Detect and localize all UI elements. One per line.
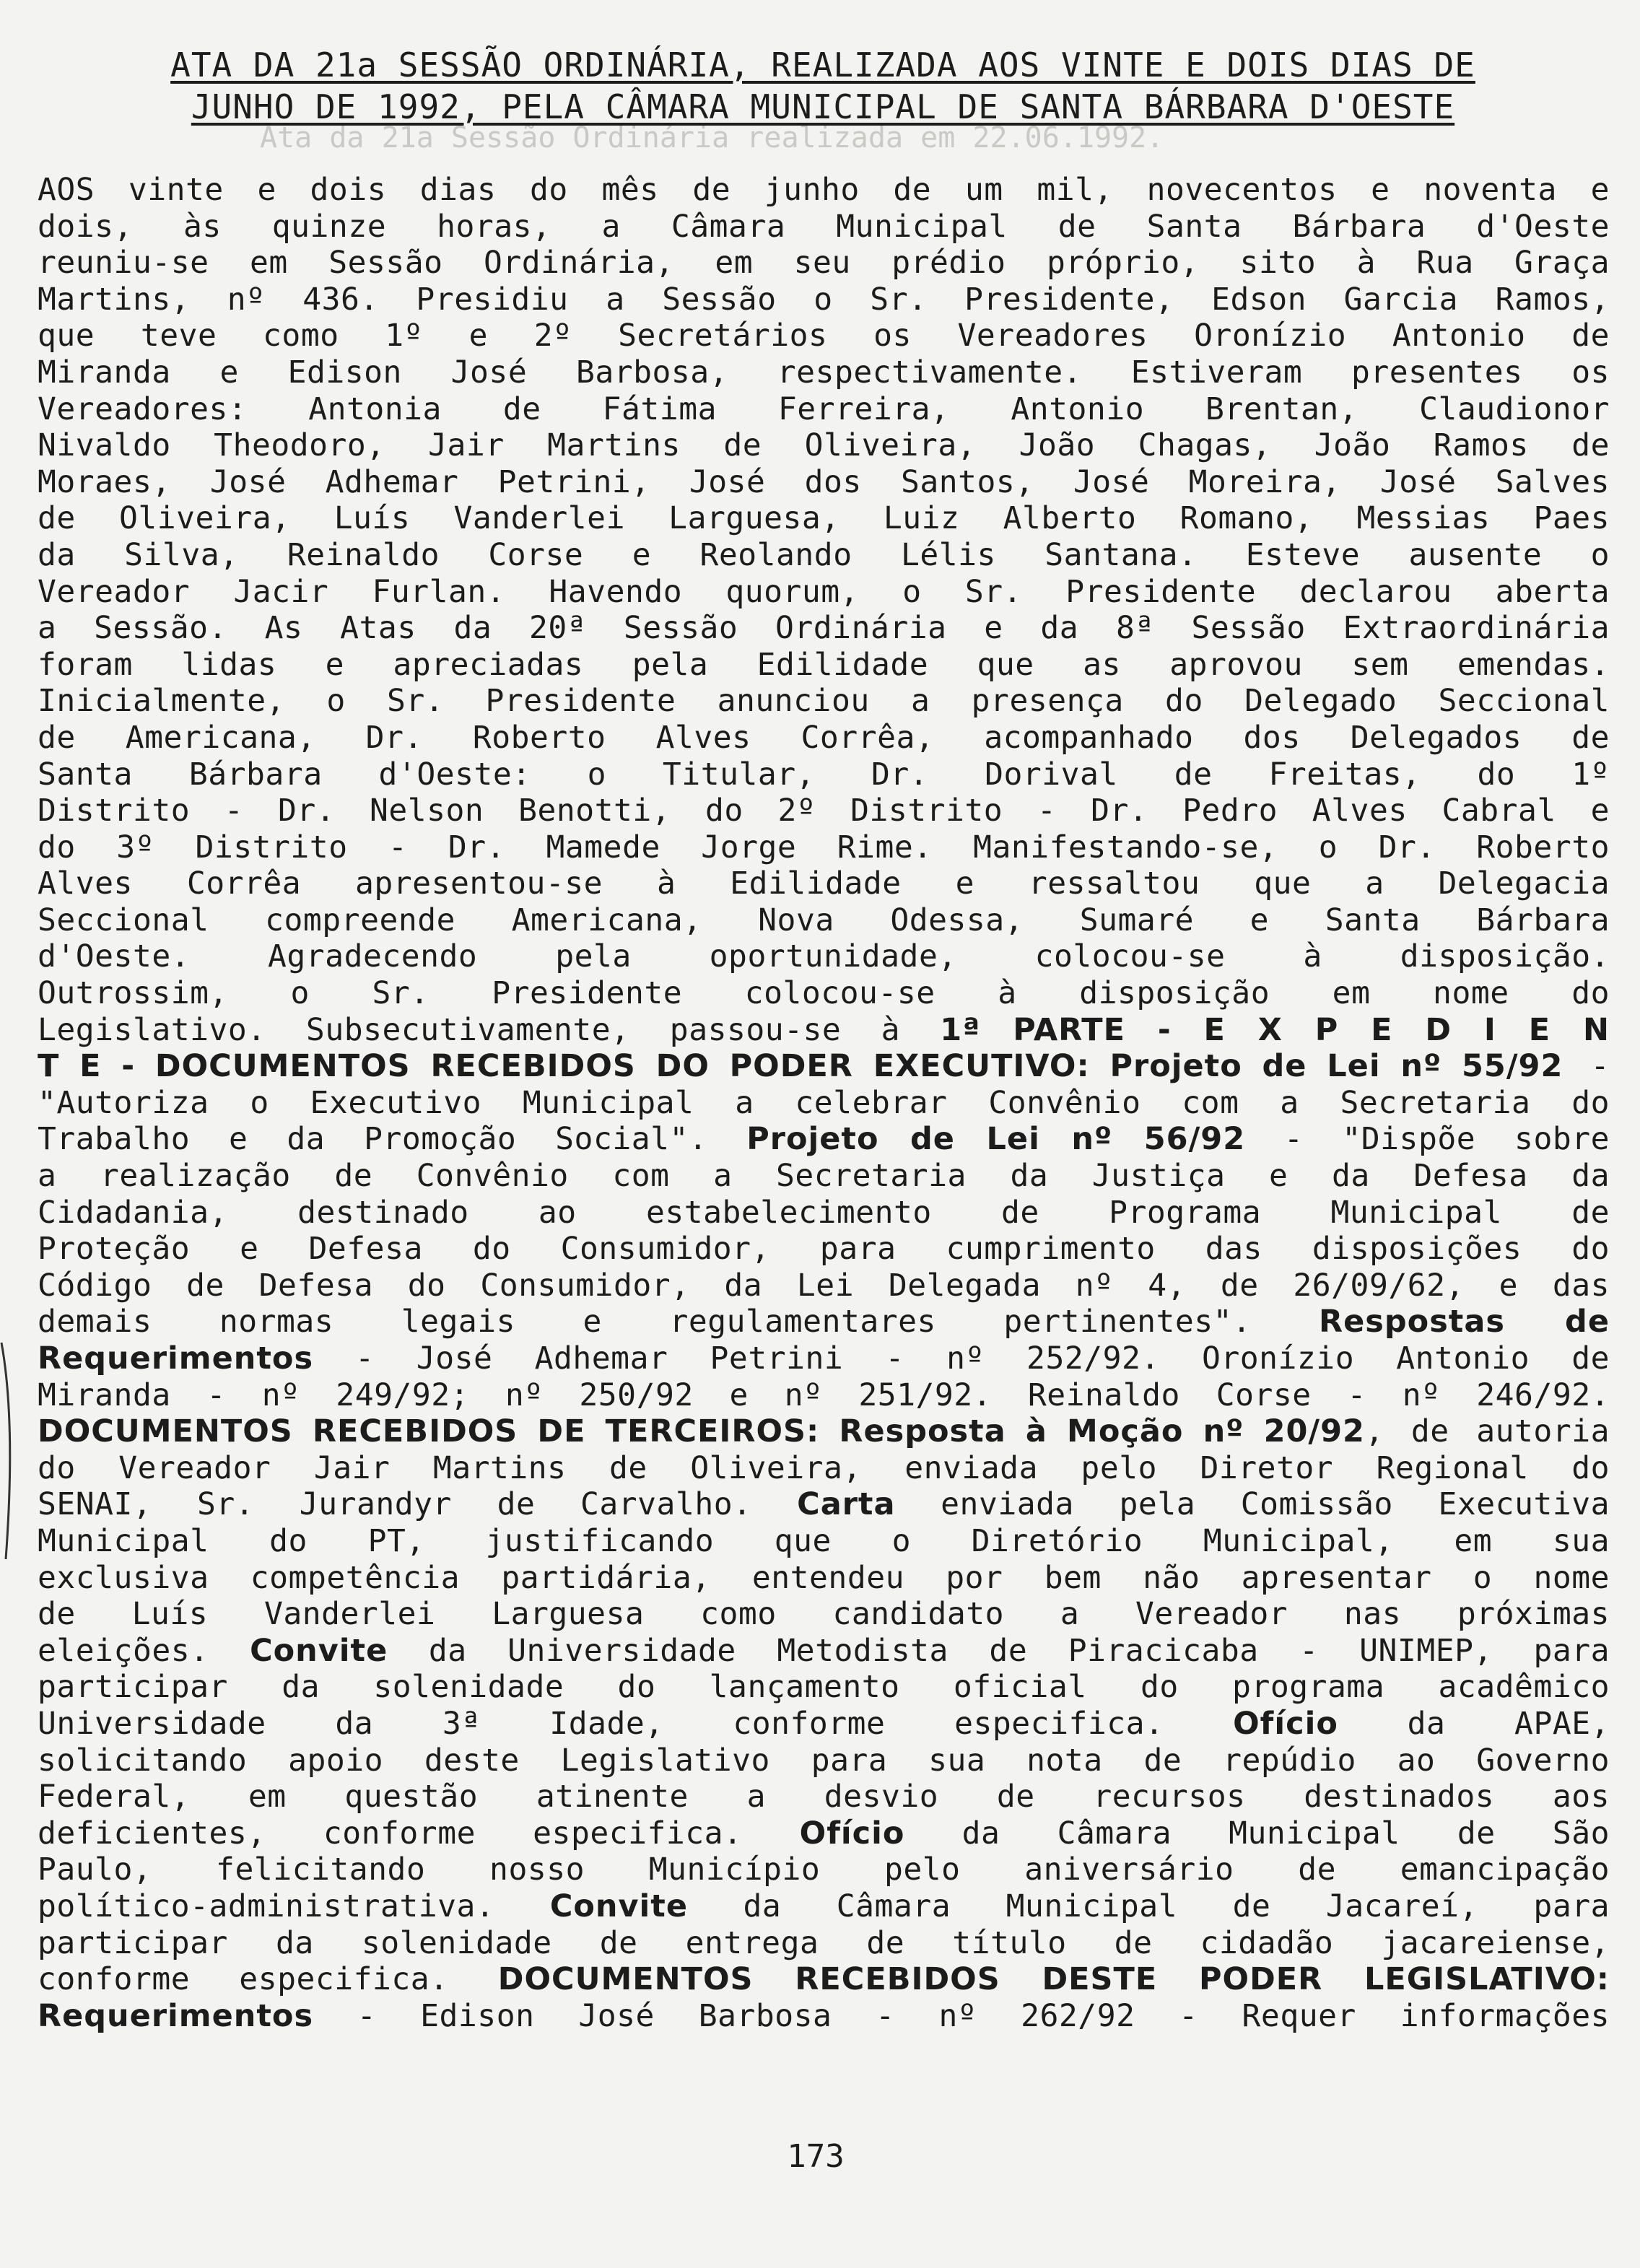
text-line: Martins, nº 436. Presidiu a Sessão o Sr. Presidente, Edson Garcia Ramos, [38, 281, 1610, 318]
bold-term: Respostas de [1319, 1304, 1610, 1340]
bleed-through-text: Ata da 21a Sessão Ordinária realizada em 22.06.1992. [260, 121, 1164, 154]
text-run: da Universidade Metodista de Piracicaba - UNIMEP, para [388, 1632, 1610, 1669]
minutes-body [38, 172, 1610, 2034]
page-number: 173 [787, 2138, 845, 2175]
text-line [38, 1998, 1610, 2035]
text-run: - [1563, 1048, 1610, 1085]
text-line [38, 1486, 1610, 1523]
text-line [38, 1888, 1610, 1925]
section-heading: 1ª PARTE - E X P E D I E N [940, 1011, 1610, 1048]
title-line-1: ATA DA 21a SESSÃO ORDINÁRIA, REALIZADA AOS VINTE E DOIS DIAS DE [170, 45, 1475, 84]
text-line: de Oliveira, Luís Vanderlei Larguesa, Luiz Alberto Romano, Messias Paes [38, 500, 1610, 537]
text-run: Trabalho e da Promoção Social". [38, 1121, 747, 1158]
text-line: Municipal do PT, justificando que o Diretório Municipal, em sua [38, 1522, 1610, 1559]
text-run: da Câmara Municipal de São [904, 1815, 1610, 1852]
text-run: Legislativo. Subsecutivamente, passou-se à [38, 1011, 941, 1048]
text-line: Outrossim, o Sr. Presidente colocou-se à disposição em nome do [38, 975, 1610, 1012]
text-run: eleições. [38, 1632, 250, 1669]
text-line: de Americana, Dr. Roberto Alves Corrêa, acompanhado dos Delegados de [38, 719, 1610, 756]
text-line: reuniu-se em Sessão Ordinária, em seu prédio próprio, sito à Rua Graça [38, 245, 1610, 282]
text-run: , de autoria [1364, 1413, 1610, 1450]
text-line: Inicialmente, o Sr. Presidente anunciou a presença do Delegado Seccional [38, 683, 1610, 720]
text-run: político-administrativa. [38, 1888, 550, 1924]
text-run: - José Adhemar Petrini - nº 252/92. Oronízio Antonio de [313, 1340, 1610, 1377]
text-line: Vereadores: Antonia de Fátima Ferreira, Antonio Brentan, Claudionor [38, 391, 1610, 427]
text-line: Moraes, José Adhemar Petrini, José dos Santos, José Moreira, José Salves [38, 463, 1610, 500]
document-title [130, 44, 1516, 128]
text-line: "Autoriza o Executivo Municipal a celebrar Convênio com a Secretaria do [38, 1084, 1610, 1121]
bold-term: Ofício [1233, 1705, 1338, 1742]
section-heading: T E - DOCUMENTOS RECEBIDOS DO PODER EXECUTIVO: Projeto de Lei nº 55/92 [38, 1048, 1563, 1085]
bold-term: Carta [797, 1486, 896, 1523]
text-line: Vereador Jacir Furlan. Havendo quorum, o Sr. Presidente declarou aberta [38, 573, 1610, 610]
text-line: Proteção e Defesa do Consumidor, para cumprimento das disposições do [38, 1231, 1610, 1268]
text-line: Distrito - Dr. Nelson Benotti, do 2º Distrito - Dr. Pedro Alves Cabral e [38, 793, 1610, 829]
text-line: Alves Corrêa apresentou-se à Edilidade e ressaltou que a Delegacia [38, 865, 1610, 902]
bold-term: Convite [549, 1888, 689, 1924]
text-line [38, 1121, 1610, 1158]
title-line-2: JUNHO DE 1992, PELA CÂMARA MUNICIPAL DE SANTA BÁRBARA D'OESTE [191, 87, 1455, 126]
bold-term: Projeto de Lei nº 56/92 [746, 1121, 1246, 1158]
text-line: Federal, em questão atinente a desvio de recursos destinados aos [38, 1779, 1610, 1815]
text-line [38, 1012, 1610, 1049]
text-line: Santa Bárbara d'Oeste: o Titular, Dr. Dorival de Freitas, do 1º [38, 756, 1610, 793]
bold-term: Requerimentos [38, 1340, 314, 1377]
section-heading: DOCUMENTOS RECEBIDOS DESTE PODER LEGISLATIVO: [497, 1961, 1610, 1998]
section-heading: DOCUMENTOS RECEBIDOS DE TERCEIROS: Resposta à Moção nº 20/92 [38, 1413, 1365, 1450]
text-line: Cidadania, destinado ao estabelecimento de Programa Municipal de [38, 1194, 1610, 1231]
text-line: Nivaldo Theodoro, Jair Martins de Oliveira, João Chagas, João Ramos de [38, 427, 1610, 464]
text-run: - Edison José Barbosa - nº 262/92 - Requer informações [313, 1997, 1610, 2034]
text-line: participar da solenidade do lançamento oficial do programa acadêmico [38, 1669, 1610, 1706]
text-run: SENAI, Sr. Jurandyr de Carvalho. [38, 1486, 798, 1523]
text-line: participar da solenidade de entrega de título de cidadão jacareiense, [38, 1924, 1610, 1961]
text-line [38, 1413, 1610, 1450]
text-line: do 3º Distrito - Dr. Mamede Jorge Rime. Manifestando-se, o Dr. Roberto [38, 829, 1610, 865]
text-line [38, 1815, 1610, 1852]
text-run: conforme especifica. [38, 1961, 498, 1998]
margin-pen-mark [0, 1335, 22, 1566]
text-line [38, 1706, 1610, 1743]
text-run: demais normas legais e regulamentares pertinentes". [38, 1304, 1319, 1340]
text-run: Universidade da 3ª Idade, conforme especifica. [38, 1705, 1234, 1742]
text-line: a Sessão. As Atas da 20ª Sessão Ordinária e da 8ª Sessão Extraordinária [38, 610, 1610, 647]
text-line: exclusiva competência partidária, entendeu por bem não apresentar o nome [38, 1559, 1610, 1596]
text-line [38, 1340, 1610, 1377]
text-line: Miranda - nº 249/92; nº 250/92 e nº 251/92. Reinaldo Corse - nº 246/92. [38, 1377, 1610, 1413]
text-line: Paulo, felicitando nosso Município pelo aniversário de emancipação [38, 1852, 1610, 1888]
text-line: Miranda e Edison José Barbosa, respectivamente. Estiveram presentes os [38, 354, 1610, 391]
text-line: a realização de Convênio com a Secretaria da Justiça e da Defesa da [38, 1158, 1610, 1195]
text-line: foram lidas e apreciadas pela Edilidade que as aprovou sem emendas. [38, 646, 1610, 683]
text-run: da APAE, [1338, 1705, 1610, 1742]
text-line: AOS vinte e dois dias do mês de junho de um mil, novecentos e noventa e [38, 172, 1610, 208]
text-line: solicitando apoio deste Legislativo para sua nota de repúdio ao Governo [38, 1742, 1610, 1779]
text-line [38, 1961, 1610, 1998]
text-line: dois, às quinze horas, a Câmara Municipal de Santa Bárbara d'Oeste [38, 208, 1610, 245]
text-run: - "Dispõe sobre [1245, 1121, 1610, 1158]
text-line [38, 1048, 1610, 1085]
text-line: d'Oeste. Agradecendo pela oportunidade, colocou-se à disposição. [38, 938, 1610, 975]
text-run: enviada pela Comissão Executiva [895, 1486, 1610, 1523]
bold-term: Convite [250, 1632, 388, 1669]
text-run: deficientes, conforme especifica. [38, 1815, 800, 1852]
text-line: da Silva, Reinaldo Corse e Reolando Lélis Santana. Esteve ausente o [38, 536, 1610, 573]
bold-term: Ofício [799, 1815, 905, 1852]
text-line: do Vereador Jair Martins de Oliveira, enviada pelo Diretor Regional do [38, 1449, 1610, 1486]
text-line: Código de Defesa do Consumidor, da Lei Delegada nº 4, de 26/09/62, e das [38, 1267, 1610, 1304]
text-line: que teve como 1º e 2º Secretários os Vereadores Oronízio Antonio de [38, 318, 1610, 354]
bold-term: Requerimentos [38, 1997, 314, 2034]
text-run: da Câmara Municipal de Jacareí, para [688, 1888, 1610, 1924]
text-line [38, 1304, 1610, 1340]
text-line: Seccional compreende Americana, Nova Odessa, Sumaré e Santa Bárbara [38, 902, 1610, 938]
text-line: de Luís Vanderlei Larguesa como candidato a Vereador nas próximas [38, 1596, 1610, 1633]
text-line [38, 1633, 1610, 1670]
